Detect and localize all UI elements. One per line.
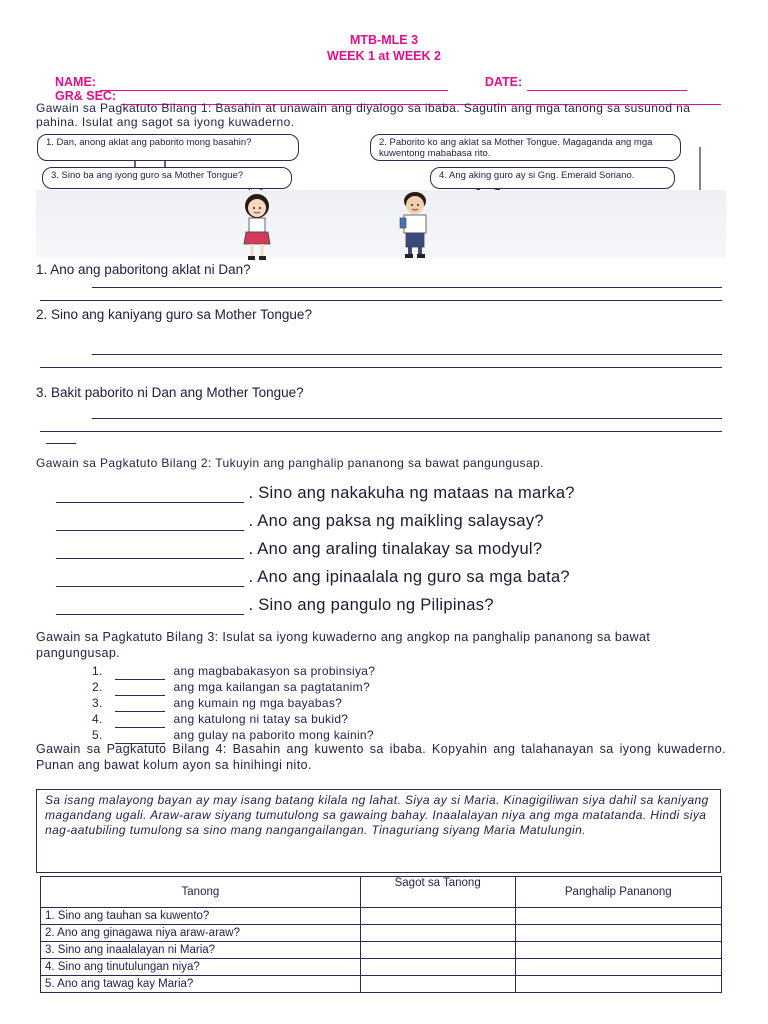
boy-student-illustration [390, 190, 440, 260]
answer-line[interactable] [92, 418, 722, 419]
girl-student-illustration [232, 192, 282, 262]
answer-line[interactable] [40, 300, 722, 301]
table-row: 5. Ano ang tawag kay Maria? [41, 976, 722, 993]
answer-cell[interactable] [360, 942, 515, 959]
gawain4-instruction: Gawain sa Pagkatuto Bilang 4: Basahin ang kuwento sa ibaba. Kopyahin ang talahanayan sa iyong kuwaderno. Punan ang bawat kolum ayon sa hinihingi nito. [36, 742, 726, 772]
gawain2-item: . Ano ang araling tinalakay sa modyul? [56, 540, 736, 559]
answer-line[interactable] [92, 287, 722, 288]
dialog-bubble-1: 1. Dan, anong aklat ang paborito mong basahin? [37, 134, 299, 161]
gawain3-item: 5. ang gulay na paborito mong kainin? [92, 728, 374, 742]
grsec-label: GR& SEC: [55, 89, 117, 103]
gawain3-instruction: Gawain sa Pagkatuto Bilang 3: Isulat sa iyong kuwaderno ang angkop na panghalip pananong sa bawat pangungusap. [36, 630, 651, 660]
answer-table [40, 876, 722, 993]
illustration-background [36, 190, 726, 258]
gawain2-instruction: Gawain sa Pagkatuto Bilang 2: Tukuyin ang panghalip pananong sa bawat pangungusap. [36, 456, 544, 470]
blank-field[interactable] [56, 572, 244, 587]
table-row: 4. Sino ang tinutulungan niya? [41, 959, 722, 976]
answer-cell[interactable] [360, 976, 515, 993]
answer-cell[interactable] [515, 942, 721, 959]
blank-field[interactable] [56, 488, 244, 503]
table-row: 2. Ano ang ginagawa niya araw-araw? [41, 925, 722, 942]
subject-title: MTB-MLE 3 [349, 33, 419, 47]
question-2: 2. Sino ang kaniyang guro sa Mother Tongue? [36, 307, 312, 322]
table-header-sagot: Sagot sa Tanong [360, 877, 515, 908]
answer-cell[interactable] [515, 976, 721, 993]
answer-cell[interactable] [360, 959, 515, 976]
answer-cell[interactable] [515, 925, 721, 942]
answer-line[interactable] [40, 431, 722, 432]
gawain2-item: . Sino ang nakakuha ng mataas na marka? [56, 484, 736, 503]
gawain3-item: 4. ang katulong ni tatay sa bukid? [92, 712, 349, 726]
gawain3-item: 3. ang kumain ng mga bayabas? [92, 696, 343, 710]
gawain2-item: . Sino ang pangulo ng Pilipinas? [56, 596, 736, 615]
dialog-bubble-4: 4. Ang aking guro ay si Gng. Emerald Soriano. [430, 167, 675, 189]
question-1: 1. Ano ang paboritong aklat ni Dan? [36, 262, 251, 277]
blank-field[interactable] [56, 516, 244, 531]
date-label: DATE: [484, 75, 523, 89]
answer-cell[interactable] [360, 908, 515, 925]
answer-line[interactable] [40, 367, 722, 368]
gawain2-item: . Ano ang paksa ng maikling salaysay? [56, 512, 736, 531]
gawain2-item: . Ano ang ipinaalala ng guro sa mga bata? [56, 568, 736, 587]
blank-field[interactable] [56, 544, 244, 559]
dialog-bubble-2: 2. Paborito ko ang aklat sa Mother Tongue. Magaganda ang mga kuwentong mababasa rito. [370, 134, 681, 161]
answer-cell[interactable] [515, 959, 721, 976]
table-row: 3. Sino ang inaalalayan ni Maria? [41, 942, 722, 959]
answer-cell[interactable] [515, 908, 721, 925]
answer-line[interactable] [46, 443, 76, 444]
gawain3-item: 1. ang magbabakasyon sa probinsiya? [92, 664, 376, 678]
table-row: 1. Sino ang tauhan sa kuwento? [41, 908, 722, 925]
gawain1-instruction: Gawain sa Pagkatuto Bilang 1: Basahin at unawain ang diyalogo sa ibaba. Sagutin ang mga tanong sa susunod na pahina. Isulat ang sagot sa iyong kuwaderno. [36, 101, 691, 129]
story-box: Sa isang malayong bayan ay may isang batang kilala ng lahat. Siya ay si Maria. Kinagigiliwan siya dahil sa kaniyang magandang ugali. Araw-araw siyang tumutulong sa gawaing bahay. Inaalalayan niya ang mga matatanda. Hindi siya nag-aatubiling tumulong sa sino mang nangangailangan. Tinaguriang siyang Maria Matulungin. [36, 789, 721, 873]
question-3: 3. Bakit paborito ni Dan ang Mother Tongue? [36, 385, 304, 400]
dialog-bubble-3: 3. Sino ba ang iyong guro sa Mother Tongue? [42, 167, 292, 189]
blank-field[interactable] [56, 600, 244, 615]
table-header-tanong: Tanong [41, 877, 361, 908]
gawain3-item: 2. ang mga kailangan sa pagtatanim? [92, 680, 370, 694]
answer-cell[interactable] [360, 925, 515, 942]
answer-table-container [40, 876, 722, 993]
answer-line[interactable] [92, 354, 722, 355]
table-header-panghalip: Panghalip Pananong [515, 877, 721, 908]
week-title: WEEK 1 at WEEK 2 [327, 49, 441, 63]
name-label: NAME: [55, 75, 96, 89]
